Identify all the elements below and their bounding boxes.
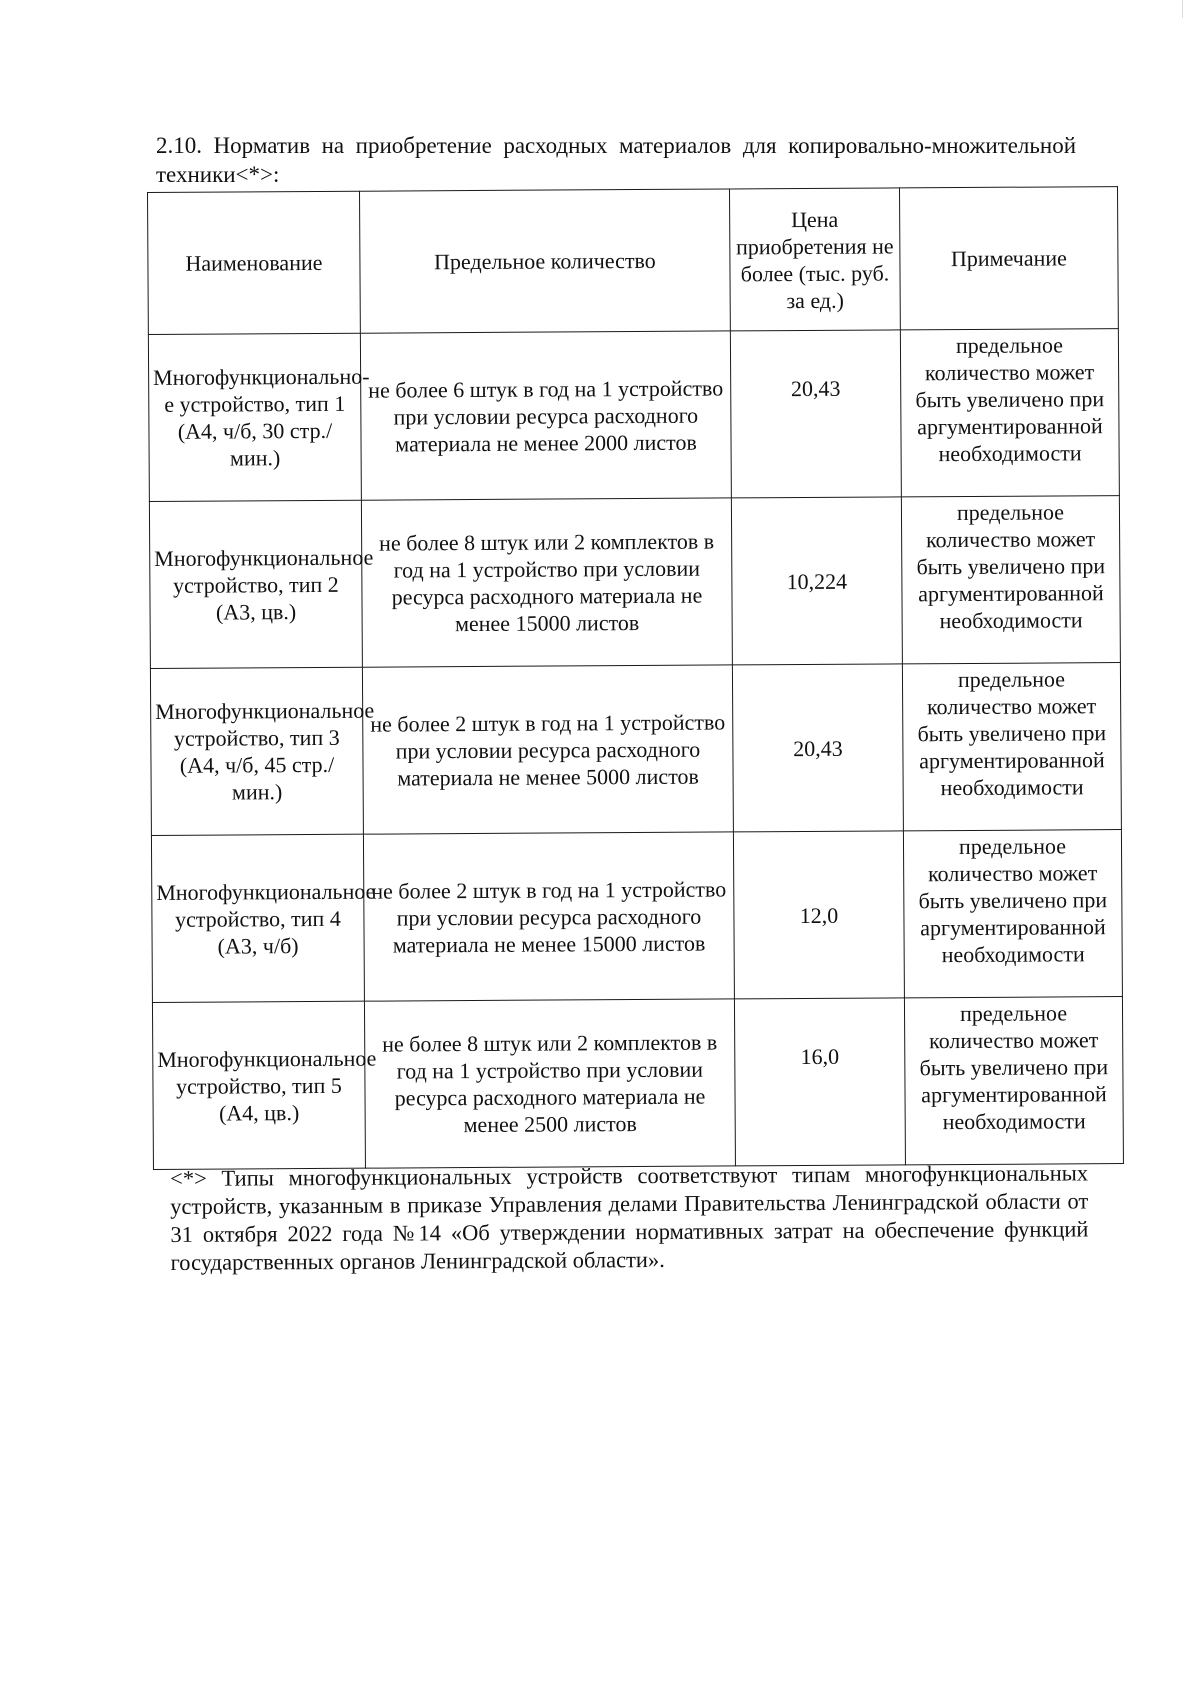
price-cell: 20,43 xyxy=(730,330,901,498)
scan-edge-mark xyxy=(1182,0,1183,18)
section-heading: 2.10. Норматив на приобретение расходных материалов для копировально-множительной техники<*>: xyxy=(156,133,1076,187)
price-cell: 16,0 xyxy=(734,998,905,1166)
note-cell: предельное количество может быть увеличено при аргументированной необходимости xyxy=(902,663,1121,831)
table-row xyxy=(148,329,1119,502)
header-limit: Предельное количество xyxy=(359,189,730,333)
device-name-cell: Многофункциональное устройство, тип 2 (А3, цв.) xyxy=(149,500,362,668)
header-price: Цена приобретения не более (тыс. руб. за ед.) xyxy=(729,188,900,331)
table-row xyxy=(151,830,1122,1003)
limit-cell: не более 8 штук или 2 комплектов в год на 1 устройство при условии ресурса расходного материала не менее 15000 листов xyxy=(361,498,732,667)
header-name: Наименование xyxy=(148,191,361,334)
limit-cell: не более 6 штук в год на 1 устройство при условии ресурса расходного материала не менее 2000 листов xyxy=(360,331,731,500)
table-row xyxy=(152,997,1123,1170)
table-row xyxy=(149,496,1120,669)
note-cell: предельное количество может быть увеличено при аргументированной необходимости xyxy=(904,997,1123,1165)
note-cell: предельное количество может быть увеличено при аргументированной необходимости xyxy=(903,830,1122,998)
limit-cell: не более 8 штук или 2 комплектов в год на 1 устройство при условии ресурса расходного материала не менее 2500 листов xyxy=(364,999,735,1168)
note-cell: предельное количество может быть увеличено при аргументированной необходимости xyxy=(900,329,1119,497)
note-cell: предельное количество может быть увеличено при аргументированной необходимости xyxy=(901,496,1120,664)
consumables-norm-table xyxy=(147,186,1124,1170)
device-name-cell: Многофункциональное устройство, тип 4 (А3, ч/б) xyxy=(151,834,364,1002)
footnote: <*> Типы многофункциональных устройств соответствуют типам многофункциональных устройств, указанным в приказе Управления делами Правительства Ленинградской области от 31 октября 2022 года №14 «Об утверждении нормативных затрат на обеспечение функций государственных органов Ленинградской области». xyxy=(170,1159,1089,1275)
limit-cell: не более 2 штук в год на 1 устройство при условии ресурса расходного материала не менее 15000 листов xyxy=(363,832,734,1001)
limit-cell: не более 2 штук в год на 1 устройство при условии ресурса расходного материала не менее 5000 листов xyxy=(362,665,733,834)
price-cell: 12,0 xyxy=(733,831,904,999)
device-name-cell: Многофункциональное устройство, тип 3 (А4, ч/б, 45 стр./мин.) xyxy=(150,667,363,835)
header-note: Примечание xyxy=(899,187,1118,330)
price-cell: 20,43 xyxy=(732,664,903,832)
table-row xyxy=(150,663,1121,836)
device-name-cell: Многофункциональное устройство, тип 1 (А4, ч/б, 30 стр./мин.) xyxy=(148,333,361,501)
device-name-cell: Многофункциональное устройство, тип 5 (А4, цв.) xyxy=(152,1001,365,1169)
price-cell: 10,224 xyxy=(731,497,902,665)
table-header-row xyxy=(148,187,1119,335)
